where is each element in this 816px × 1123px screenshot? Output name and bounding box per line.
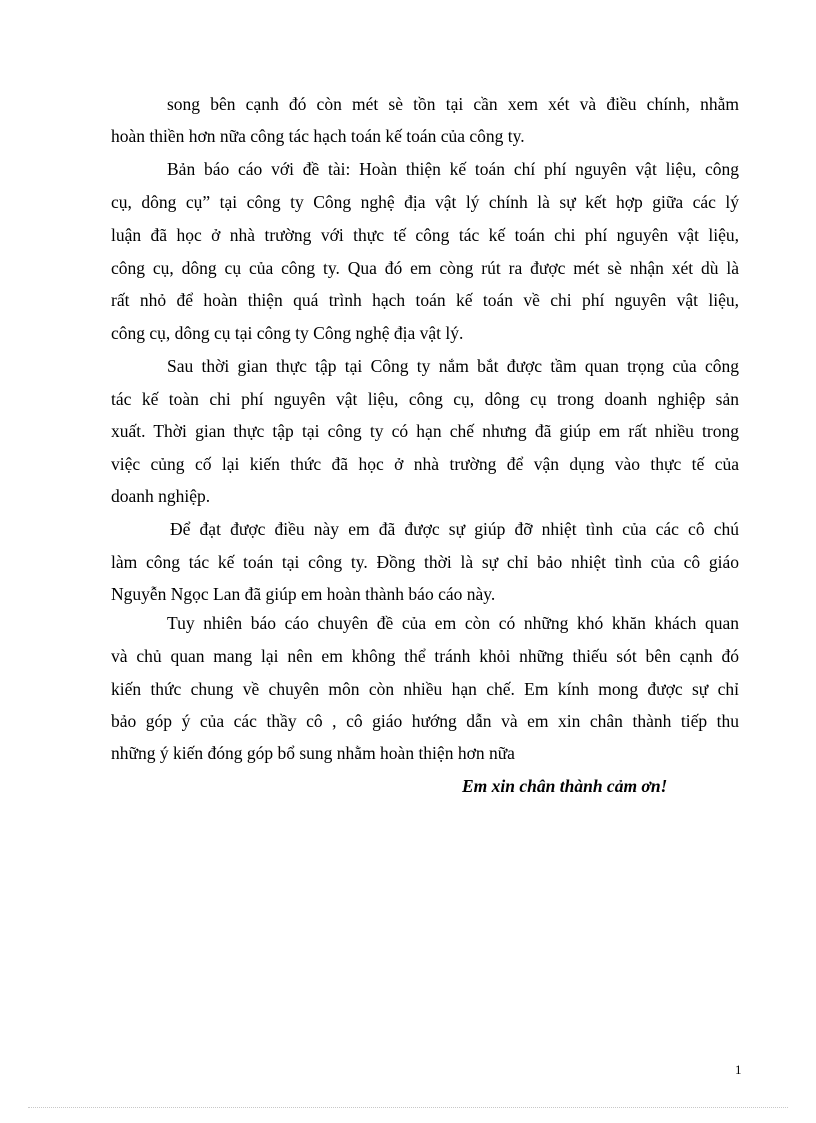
closing-thanks: Em xin chân thành cảm ơn! <box>462 776 668 796</box>
paragraph-4-line-3: Nguyễn Ngọc Lan đã giúp em hoàn thành báo cáo này. <box>111 584 496 604</box>
paragraph-3-line-5: doanh nghiệp. <box>111 486 211 506</box>
paragraph-5-line-1: Tuy nhiên báo cáo chuyên đề của em còn có những khó khăn khách quan <box>167 613 739 633</box>
paragraph-4-line-1: Để đạt được điều này em đã được sự giúp đỡ nhiệt tình của các cô chú <box>170 519 739 539</box>
paragraph-5-line-5: những ý kiến đóng góp bổ sung nhằm hoàn thiện hơn nữa <box>111 743 515 763</box>
paragraph-2-line-4: công cụ, dông cụ của công ty. Qua đó em còng rút ra được mét sè nhận xét dù là <box>111 258 739 278</box>
paragraph-1-line-2: hoàn thiền hơn nữa công tác hạch toán kế toán của công ty. <box>111 126 525 146</box>
paragraph-2-line-2: cụ, dông cụ” tại công ty Công nghệ địa vật lý chính là sự kết hợp giữa các lý <box>111 192 739 212</box>
paragraph-2-line-3: luận đã học ở nhà trường với thực tế công tác kế toán chi phí nguyên vật liệu, <box>111 225 739 245</box>
paragraph-2-line-6: công cụ, dông cụ tại công ty Công nghệ địa vật lý. <box>111 323 464 343</box>
paragraph-5-line-2: và chủ quan mang lại nên em không thể tránh khỏi những thiếu sót bên cạnh đó <box>111 646 739 666</box>
paragraph-5-line-4: bảo góp ý của các thầy cô , cô giáo hướng dẫn và em xin chân thành tiếp thu <box>111 711 739 731</box>
paragraph-3-line-3: xuất. Thời gian thực tập tại công ty có hạn chế nhưng đã giúp em rất nhiều trong <box>111 421 739 441</box>
paragraph-3-line-4: việc củng cố lại kiến thức đã học ở nhà trường để vận dụng vào thực tế của <box>111 454 739 474</box>
page-number: 1 <box>735 1062 742 1077</box>
paragraph-3-line-1: Sau thời gian thực tập tại Công ty nắm bắt được tầm quan trọng của công <box>167 356 739 376</box>
paragraph-4-line-2: làm công tác kế toán tại công ty. Đồng thời là sự chỉ bảo nhiệt tình của cô giáo <box>111 552 739 572</box>
paragraph-3-line-2: tác kế toàn chi phí nguyên vật liệu, công cụ, dông cụ trong doanh nghiệp sản <box>111 389 739 409</box>
paragraph-2-line-1: Bản báo cáo với đề tài: Hoàn thiện kế toán chí phí nguyên vật liệu, công <box>167 159 739 179</box>
page-bottom-divider <box>28 1107 788 1108</box>
paragraph-1-line-1: song bên cạnh đó còn mét sè tồn tại cần xem xét và điều chính, nhằm <box>167 94 739 114</box>
paragraph-5-line-3: kiến thức chung về chuyên môn còn nhiều hạn chế. Em kính mong được sự chỉ <box>111 679 739 699</box>
paragraph-2-line-5: rất nhỏ để hoàn thiện quá trình hạch toán kế toán về chi phí nguyên vật liệu, <box>111 290 739 310</box>
